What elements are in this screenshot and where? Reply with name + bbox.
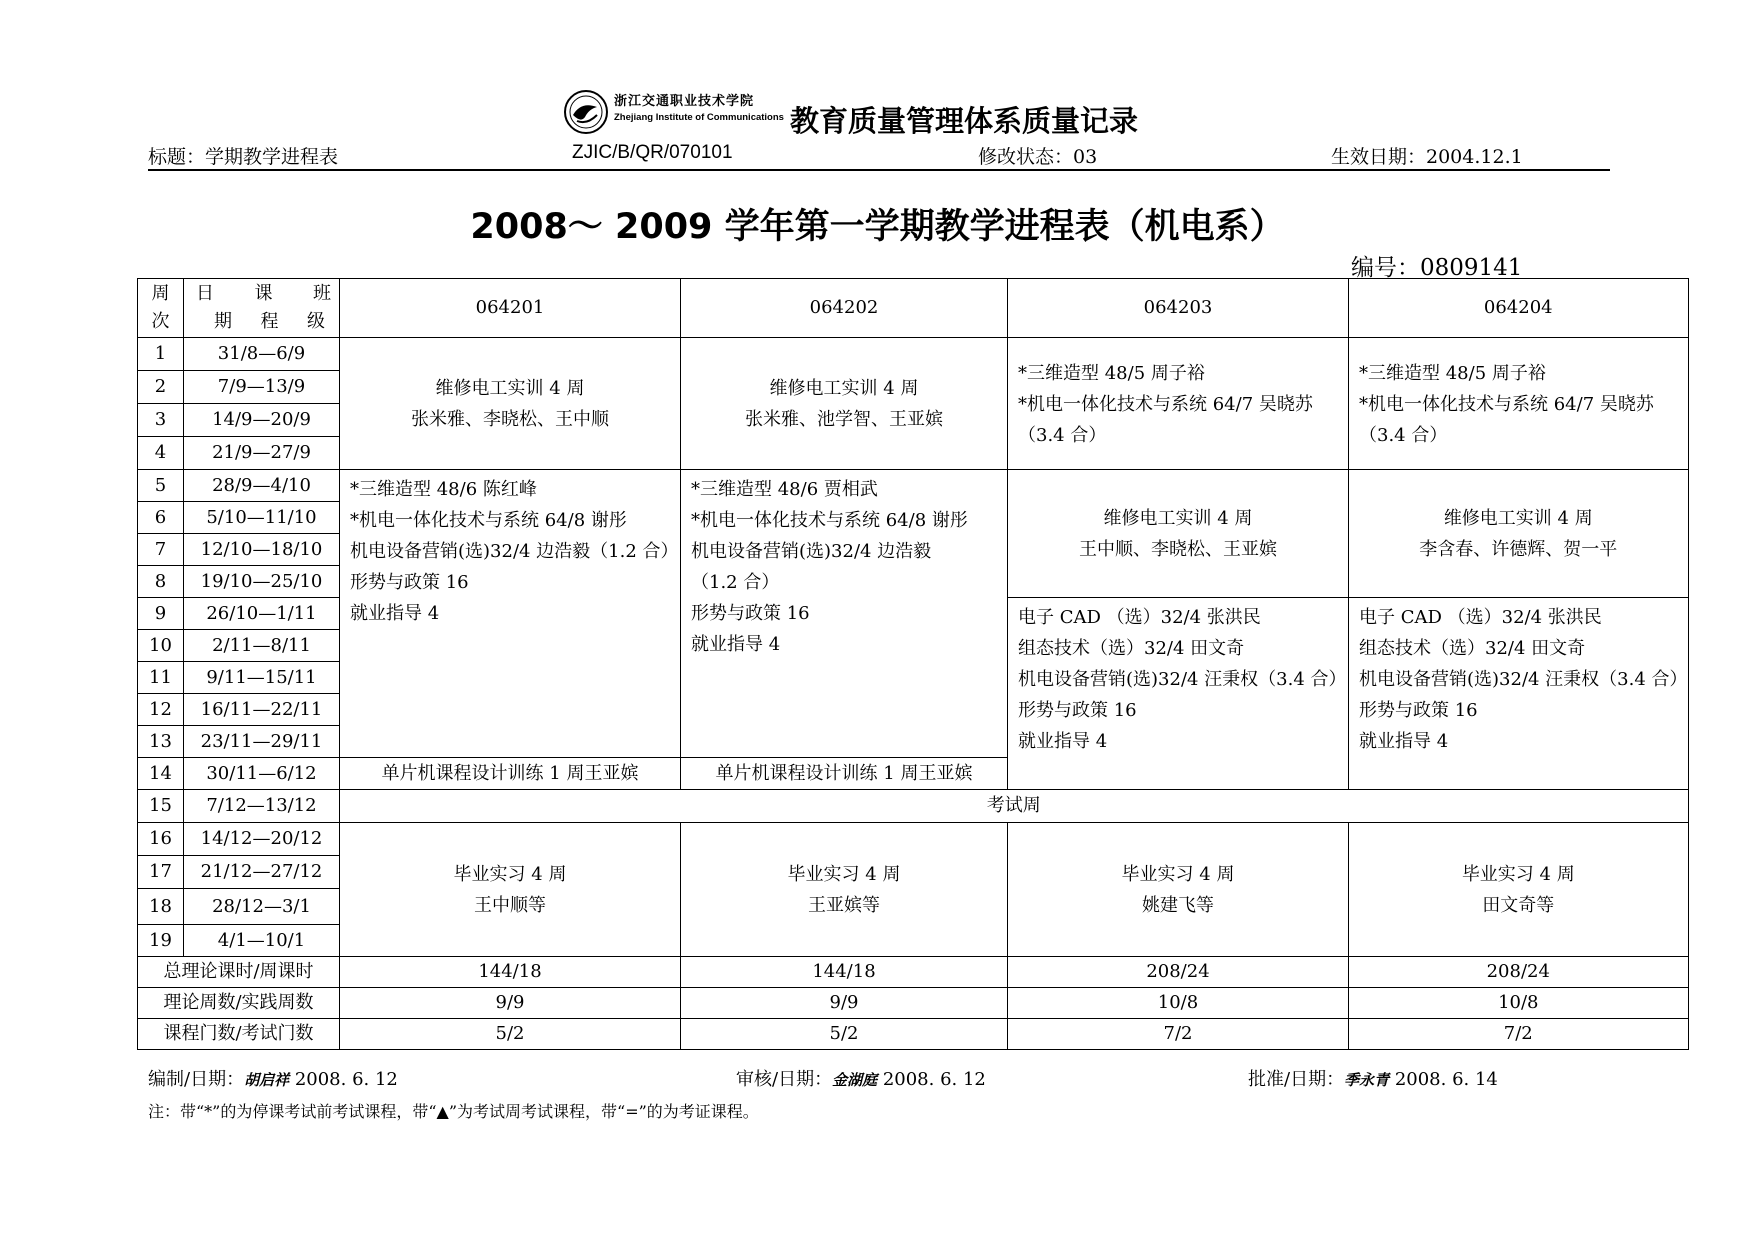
class4-internship: 毕业实习 4 周 田文奇等 [1349,823,1689,957]
approver-signature: 季永青 [1344,1071,1390,1089]
effective-date: 生效日期：2004.12.1 [1331,146,1523,168]
summary-row [138,988,1689,1019]
footnote: 注：带“*”的为停课考试前考试课程，带“▲”为考试周考试课程，带“=”的为考证课程。 [148,1102,759,1121]
doc-number: 编号：0809141 [1351,255,1523,281]
class3-block-w5-8: 维修电工实训 4 周 王中顺、李晓松、王亚嫔 [1008,470,1349,598]
week-number: 2 [138,371,184,404]
summary-label: 理论周数/实践周数 [138,988,340,1019]
summary-value: 144/18 [340,957,681,988]
summary-row [138,957,1689,988]
table-row [138,823,1689,856]
week-dates: 31/8—6/9 [184,338,340,371]
summary-value: 208/24 [1349,957,1689,988]
reviewed-by: 审核/日期：金湖庭 2008. 6. 12 [736,1069,986,1090]
class1-block-w1-4: 维修电工实训 4 周 张米雅、李晓松、王中顺 [340,338,681,470]
week-number: 7 [138,534,184,566]
page-title: 2008～ 2009 学年第一学期教学进程表（机电系） [470,207,1285,247]
corner-week-header: 周 次 [138,279,184,338]
week-number: 10 [138,630,184,662]
doc-code: ZJIC/B/QR/070101 [572,142,733,163]
summary-label: 总理论课时/周课时 [138,957,340,988]
class4-block-w9-14: 电子 CAD （选）32/4 张洪民 组态技术（选）32/4 田文奇 机电设备营销(选)32/4 汪秉权（3.4 合） 形势与政策 16 就业指导 4 [1349,598,1689,790]
corner-date-header: 日 课 班 期 程 级 [184,279,340,338]
week-number: 12 [138,694,184,726]
class3-internship: 毕业实习 4 周 姚建飞等 [1008,823,1349,957]
week-number: 15 [138,790,184,823]
summary-label: 课程门数/考试门数 [138,1019,340,1050]
week-dates: 26/10—1/11 [184,598,340,630]
reviewer-signature: 金湖庭 [832,1071,878,1089]
summary-row [138,1019,1689,1050]
compiler-signature: 胡启祥 [244,1071,290,1089]
summary-value: 7/2 [1008,1019,1349,1050]
table-row [138,338,1689,371]
class2-block-w5-13: *三维造型 48/6 贾相武 *机电一体化技术与系统 64/8 谢彤 机电设备营销(选)32/4 边浩毅 （1.2 合） 形势与政策 16 就业指导 4 [681,470,1008,758]
week-dates: 28/12—3/1 [184,889,340,925]
week-number: 1 [138,338,184,371]
week-dates: 7/12—13/12 [184,790,340,823]
class2-block-w1-4: 维修电工实训 4 周 张米雅、池学智、王亚嫔 [681,338,1008,470]
week-number: 4 [138,437,184,470]
week-number: 3 [138,404,184,437]
summary-value: 10/8 [1008,988,1349,1019]
summary-value: 7/2 [1349,1019,1689,1050]
class4-block-w1-4: *三维造型 48/5 周子裕 *机电一体化技术与系统 64/7 吴晓苏 （3.4 合） [1349,338,1689,470]
week-dates: 12/10—18/10 [184,534,340,566]
week-dates: 23/11—29/11 [184,726,340,758]
summary-value: 9/9 [681,988,1008,1019]
week-dates: 30/11—6/12 [184,758,340,790]
week-dates: 2/11—8/11 [184,630,340,662]
class-header: 064203 [1008,279,1349,338]
summary-value: 208/24 [1008,957,1349,988]
record-title: 教育质量管理体系质量记录 [790,104,1139,138]
class1-block-w5-13: *三维造型 48/6 陈红峰 *机电一体化技术与系统 64/8 谢彤 机电设备营销(选)32/4 边浩毅（1.2 合） 形势与政策 16 就业指导 4 [340,470,681,758]
week-dates: 21/12—27/12 [184,856,340,889]
school-logo-icon [563,89,609,135]
week-dates: 7/9—13/9 [184,371,340,404]
class1-course-design: 单片机课程设计训练 1 周王亚嫔 [340,758,681,790]
class1-internship: 毕业实习 4 周 王中顺等 [340,823,681,957]
summary-value: 5/2 [681,1019,1008,1050]
class-header: 064202 [681,279,1008,338]
class-header: 064204 [1349,279,1689,338]
week-dates: 28/9—4/10 [184,470,340,502]
week-dates: 14/9—20/9 [184,404,340,437]
compiled-by: 编制/日期：胡启祥 2008. 6. 12 [148,1069,398,1090]
doc-title-label: 标题：学期教学进程表 [148,146,339,168]
week-number: 18 [138,889,184,925]
class3-block-w9-14: 电子 CAD （选）32/4 张洪民 组态技术（选）32/4 田文奇 机电设备营销(选)32/4 汪秉权（3.4 合） 形势与政策 16 就业指导 4 [1008,598,1349,790]
week-number: 8 [138,566,184,598]
week-number: 16 [138,823,184,856]
header-divider [148,169,1610,171]
class4-block-w5-8: 维修电工实训 4 周 李含春、许德辉、贺一平 [1349,470,1689,598]
class3-block-w1-4: *三维造型 48/5 周子裕 *机电一体化技术与系统 64/7 吴晓苏 （3.4 合） [1008,338,1349,470]
summary-value: 5/2 [340,1019,681,1050]
week-number: 14 [138,758,184,790]
week-dates: 4/1—10/1 [184,925,340,957]
week-number: 11 [138,662,184,694]
week-number: 19 [138,925,184,957]
week-number: 5 [138,470,184,502]
week-dates: 16/11—22/11 [184,694,340,726]
summary-value: 144/18 [681,957,1008,988]
week-number: 9 [138,598,184,630]
schedule-table [137,278,1689,1050]
week-number: 6 [138,502,184,534]
table-row [138,470,1689,502]
week-dates: 21/9—27/9 [184,437,340,470]
summary-value: 10/8 [1349,988,1689,1019]
table-header-row [138,279,1689,338]
week-dates: 5/10—11/10 [184,502,340,534]
week-number: 13 [138,726,184,758]
week-dates: 14/12—20/12 [184,823,340,856]
approved-by: 批准/日期：季永青 2008. 6. 14 [1248,1069,1498,1090]
revision-status: 修改状态：03 [978,146,1098,168]
school-name-en: Zhejiang Institute of Communications [614,112,784,123]
class2-course-design: 单片机课程设计训练 1 周王亚嫔 [681,758,1008,790]
school-name-cn: 浙江交通职业技术学院 [614,94,755,109]
week-dates: 9/11—15/11 [184,662,340,694]
class-header: 064201 [340,279,681,338]
class2-internship: 毕业实习 4 周 王亚嫔等 [681,823,1008,957]
exam-week: 考试周 [340,790,1689,823]
table-row [138,790,1689,823]
week-number: 17 [138,856,184,889]
week-dates: 19/10—25/10 [184,566,340,598]
summary-value: 9/9 [340,988,681,1019]
